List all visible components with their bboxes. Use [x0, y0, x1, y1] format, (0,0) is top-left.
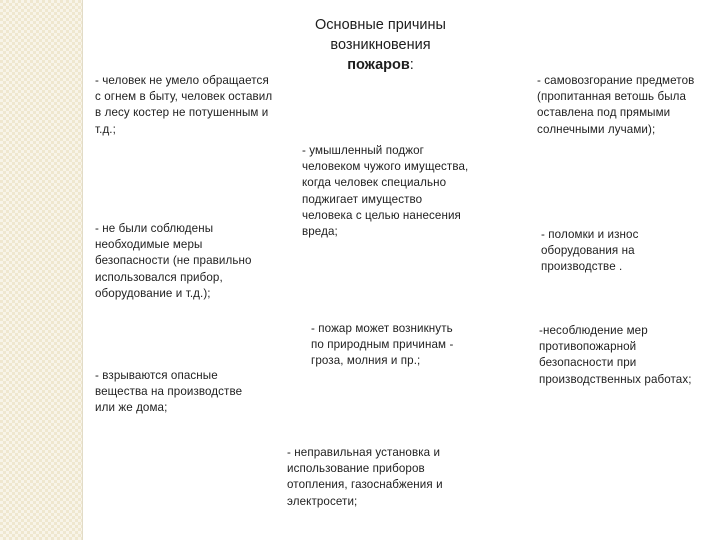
cause-faulty-installation: - неправильная установка и использование приборов отопления, газоснабжения и электросети;	[287, 446, 443, 508]
cause-careless-fire-handling: - человек не умело обращается с огнем в быту, человек оставил в лесу костер не потушенным и т.д.;	[95, 74, 273, 136]
decorative-side-strip	[0, 0, 83, 540]
cause-safety-violations: - не были соблюдены необходимые меры безопасности (не правильно использовался прибор, оборудование и т.д.);	[95, 222, 252, 300]
cause-explosive-substances: - взрываются опасные вещества на производстве или же дома;	[95, 369, 243, 415]
title-line-3: пожаров	[347, 57, 410, 73]
title-line-2: возникновения	[330, 37, 431, 53]
cause-fire-safety-noncompliance: -несоблюдение мер противопожарной безопасности при производственных работах;	[539, 324, 692, 386]
cause-equipment-wear: - поломки и износ оборудования на производстве .	[541, 228, 639, 274]
cause-natural-causes: - пожар может возникнуть по природным причинам - гроза, молния и пр.;	[311, 322, 454, 368]
cause-spontaneous-combustion: - самовозгорание предметов (пропитанная ветошь была оставлена под прямыми солнечными лучами);	[537, 74, 695, 136]
page-title	[283, 15, 478, 75]
title-line-1: Основные причины	[315, 17, 446, 33]
cause-arson: - умышленный поджог человеком чужого имущества, когда человек специально поджигает имущество человека с целью нанесения вреда;	[302, 144, 469, 239]
title-colon: :	[409, 57, 414, 73]
